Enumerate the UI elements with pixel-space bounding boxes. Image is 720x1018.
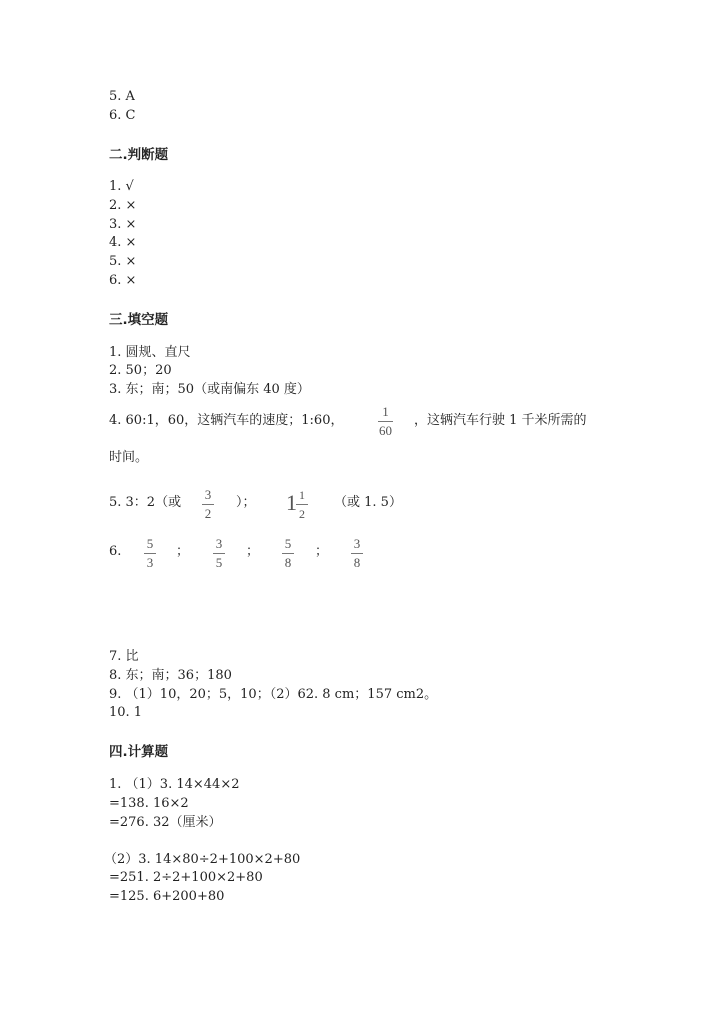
answer-line: 1. √ [109, 179, 134, 194]
fraction-numerator: 1 [299, 488, 305, 502]
answer-line: 2. 50；20 [109, 363, 172, 378]
answer-line: 3. × [109, 217, 137, 232]
answer-line: 3. 东；南；50（或南偏东 40 度） [109, 382, 310, 397]
fraction-bar [378, 421, 393, 422]
fraction-bar [351, 553, 363, 554]
answer-line: 6. C [109, 108, 136, 123]
fraction-denominator: 2 [299, 507, 305, 521]
fraction-denominator: 60 [379, 423, 392, 438]
answer-line: ）； [236, 495, 256, 510]
fraction-bar [202, 504, 214, 505]
fraction-bar [282, 553, 294, 554]
calc-line: =251. 2÷2+100×2+80 [109, 870, 263, 885]
fraction-bar [144, 553, 156, 554]
answer-line: 5. A [109, 89, 135, 104]
fraction-denominator: 5 [215, 555, 223, 570]
fraction-bar [296, 504, 308, 505]
fraction-numerator: 5 [284, 536, 292, 551]
fraction-numerator: 3 [215, 536, 223, 551]
fraction [202, 488, 214, 521]
answer-line: 时间。 [109, 450, 149, 465]
fraction-numerator: 1 [382, 404, 389, 419]
fraction [351, 537, 363, 570]
calc-line: （2）3. 14×80÷2+100×2+80 [104, 852, 301, 867]
calc-line: =138. 16×2 [109, 796, 189, 811]
answer-line: 9. （1）10，20；5，10；（2）62. 8 cm；157 cm2。 [109, 687, 438, 702]
answer-line: ，这辆汽车行驶 1 千米所需的 [414, 413, 587, 428]
answer-line: 7. 比 [109, 649, 139, 664]
answer-line: 1. 圆规、直尺 [109, 345, 191, 360]
fraction [144, 537, 156, 570]
answer-line: 4. × [109, 235, 137, 250]
answer-line: 6. [109, 544, 122, 559]
separator: ； [176, 544, 190, 559]
calc-line: =276. 32（厘米） [109, 815, 222, 830]
answer-line: 6. × [109, 273, 137, 288]
mixed-number-whole: 1 [286, 490, 297, 515]
separator: ； [246, 544, 260, 559]
answer-line: 10. 1 [109, 705, 143, 720]
fraction-denominator: 8 [353, 555, 361, 570]
section-heading: 三.填空题 [109, 312, 169, 328]
fraction [296, 488, 308, 521]
separator: ； [315, 544, 329, 559]
calc-line: =125. 6+200+80 [109, 889, 225, 904]
section-heading: 四.计算题 [109, 744, 169, 760]
fraction-denominator: 2 [204, 506, 212, 521]
fraction-bar [213, 553, 225, 554]
fraction [282, 537, 294, 570]
section-heading: 二.判断题 [109, 147, 169, 163]
fraction [378, 405, 393, 438]
fraction-denominator: 3 [146, 555, 154, 570]
answer-line: 4. 60:1，60，这辆汽车的速度；1:60， [109, 413, 344, 428]
fraction-denominator: 8 [284, 555, 292, 570]
answer-line: 5. × [109, 254, 137, 269]
answer-line: 8. 东；南；36；180 [109, 668, 232, 683]
fraction-numerator: 5 [146, 536, 154, 551]
answer-line: 5. 3：2（或 [109, 495, 182, 510]
fraction-numerator: 3 [353, 536, 361, 551]
fraction [213, 537, 225, 570]
fraction-numerator: 3 [204, 487, 212, 502]
answer-line: （或 1. 5） [334, 495, 402, 510]
answer-line: 2. × [109, 198, 137, 213]
calc-line: 1. （1）3. 14×44×2 [109, 777, 240, 792]
